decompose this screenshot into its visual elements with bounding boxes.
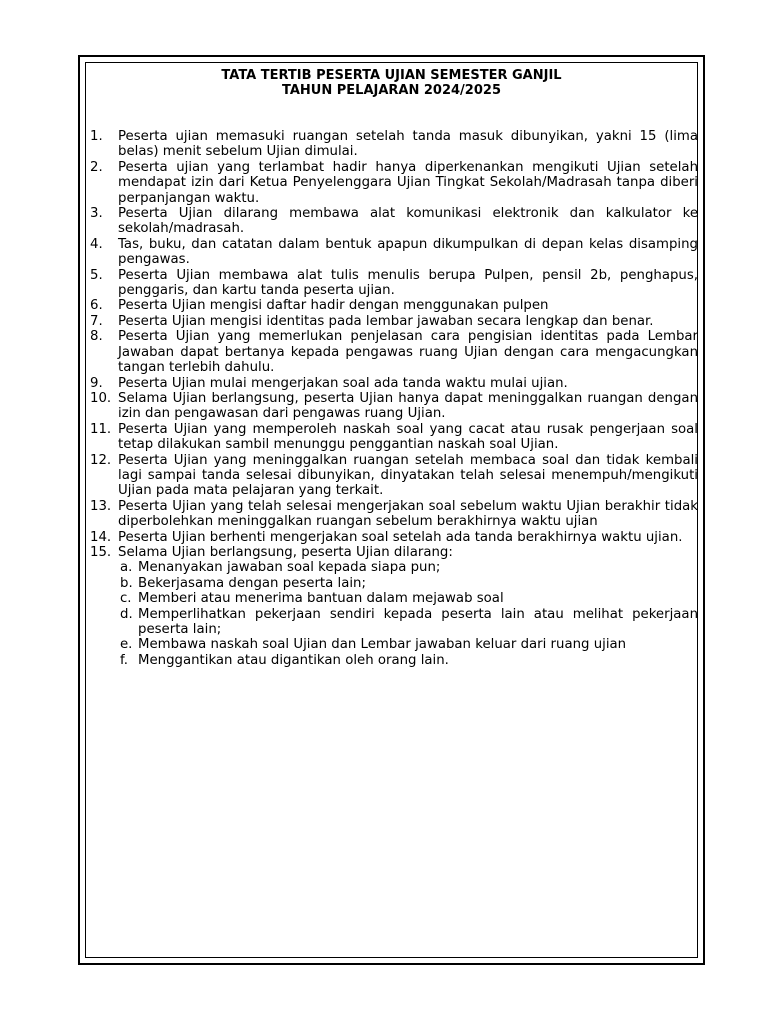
sub-text: Menggantikan atau digantikan oleh orang lain.: [138, 652, 449, 668]
rule-number: 4.: [90, 236, 103, 252]
sub-letter: f.: [120, 652, 128, 668]
sub-letter: c.: [120, 591, 132, 607]
rule-number: 14.: [90, 529, 112, 545]
sub-text: Membawa naskah soal Ujian dan Lembar jawaban keluar dari ruang ujian: [138, 637, 627, 653]
rule-text: Peserta ujian memasuki ruangan setelah tanda masuk dibunyikan, yakni 15 (lima belas) menit sebelum Ujian dimulai.: [118, 129, 698, 160]
rule-text: Peserta ujian yang terlambat hadir hanya diperkenankan mengikuti Ujian setelah mendapat izin dari Ketua Penyelenggara Ujian Tingkat Sekolah/Madrasah tanpa diberi perpanjangan waktu.: [118, 159, 698, 206]
sub-text: Menanyakan jawaban soal kepada siapa pun;: [138, 560, 441, 576]
rules-list: [90, 129, 698, 668]
rule-number: 1.: [90, 129, 103, 144]
rule-item: [90, 237, 698, 268]
rule-text: Peserta Ujian membawa alat tulis menulis berupa Pulpen, pensil 2b, penghapus, penggaris, dan kartu tanda peserta ujian.: [118, 267, 698, 299]
rule-number: 2.: [90, 159, 103, 175]
sub-item: [120, 653, 698, 668]
rule-item: [90, 329, 698, 375]
rule-text-intro: [118, 545, 698, 668]
rule-number: 12.: [90, 452, 112, 468]
sub-letter: e.: [120, 637, 133, 653]
rule-text: Peserta Ujian mengisi daftar hadir dengan menggunakan pulpen: [118, 298, 549, 314]
rule-item: [90, 391, 698, 422]
rule-text: Peserta Ujian mengisi identitas pada lembar jawaban secara lengkap dan benar.: [118, 313, 654, 329]
rule-number: 10.: [90, 390, 112, 406]
title-line-1: TATA TERTIB PESERTA UJIAN SEMESTER GANJIL: [221, 68, 562, 83]
prohibited-list: [118, 560, 698, 668]
rule-item: [90, 160, 698, 206]
sub-text: Bekerjasama dengan peserta lain;: [138, 575, 366, 591]
rule-item: [90, 545, 698, 668]
sub-text: Memberi atau menerima bantuan dalam mejawab soal: [138, 591, 504, 607]
document-frame-outer: [78, 55, 705, 965]
title-line-2: TAHUN PELAJARAN 2024/2025: [281, 83, 501, 98]
rule-number: 3.: [90, 206, 103, 222]
sub-item: [120, 576, 698, 591]
sub-item: [120, 560, 698, 575]
rule-item: [90, 129, 698, 160]
rule-number: 8.: [90, 329, 103, 345]
document-title: [86, 68, 697, 98]
rule-number: 11.: [90, 421, 112, 437]
sub-letter: b.: [120, 575, 133, 591]
sub-item: [120, 607, 698, 638]
rule-text: Peserta Ujian berhenti mengerjakan soal setelah ada tanda berakhirnya waktu ujian.: [118, 529, 683, 545]
rule-item: [90, 206, 698, 237]
rule-number: 9.: [90, 375, 103, 391]
rule-item: [90, 422, 698, 453]
rule-text: Peserta Ujian yang meninggalkan ruangan setelah membaca soal dan tidak kembali lagi sampai tanda selesai dibunyikan, dinyatakan telah selesai menempuh/mengikuti Ujian pada mata pelajaran yang terkait.: [118, 452, 698, 499]
rule-number: 13.: [90, 498, 112, 514]
rule-item: [90, 268, 698, 299]
sub-item: [120, 591, 698, 606]
document-frame-inner: [85, 62, 698, 958]
rule-item: [90, 530, 698, 545]
rule-text: Peserta Ujian mulai mengerjakan soal ada tanda waktu mulai ujian.: [118, 375, 568, 391]
rule-item: [90, 453, 698, 499]
rule-text: Tas, buku, dan catatan dalam bentuk apapun dikumpulkan di depan kelas disamping pengawas.: [118, 236, 698, 268]
rule-item: [90, 314, 698, 329]
rule-number: 6.: [90, 298, 103, 314]
rule-number: 15.: [90, 544, 112, 560]
rule-text: Selama Ujian berlangsung, peserta Ujian dilarang:: [118, 544, 453, 560]
sub-item: [120, 637, 698, 652]
rule-text: Peserta Ujian dilarang membawa alat komunikasi elektronik dan kalkulator ke sekolah/madrasah.: [118, 206, 698, 237]
rule-number: 5.: [90, 267, 103, 283]
rule-text: Selama Ujian berlangsung, peserta Ujian hanya dapat meninggalkan ruangan dengan izin dan pengawasan dari pengawas ruang Ujian.: [118, 390, 698, 422]
sub-letter: a.: [120, 560, 133, 576]
rule-item: [90, 298, 698, 313]
sub-letter: d.: [120, 606, 133, 622]
rule-item: [90, 376, 698, 391]
rule-text: Peserta Ujian yang memperoleh naskah soal yang cacat atau rusak pengerjaan soal tetap dilakukan sambil menunggu penggantian naskah soal Ujian.: [118, 421, 698, 453]
rule-item: [90, 499, 698, 530]
rule-text: Peserta Ujian yang telah selesai mengerjakan soal sebelum waktu Ujian berakhir tidak diperbolehkan meninggalkan ruangan sebelum berakhirnya waktu ujian: [118, 498, 698, 530]
rule-text: Peserta Ujian yang memerlukan penjelasan cara pengisian identitas pada Lembar Jawaban dapat bertanya kepada pengawas ruang Ujian dengan cara mengacungkan tangan terlebih dahulu.: [118, 329, 698, 376]
rule-number: 7.: [90, 313, 103, 329]
sub-text: Memperlihatkan pekerjaan sendiri kepada peserta lain atau melihat pekerjaan peserta lain;: [138, 606, 698, 637]
